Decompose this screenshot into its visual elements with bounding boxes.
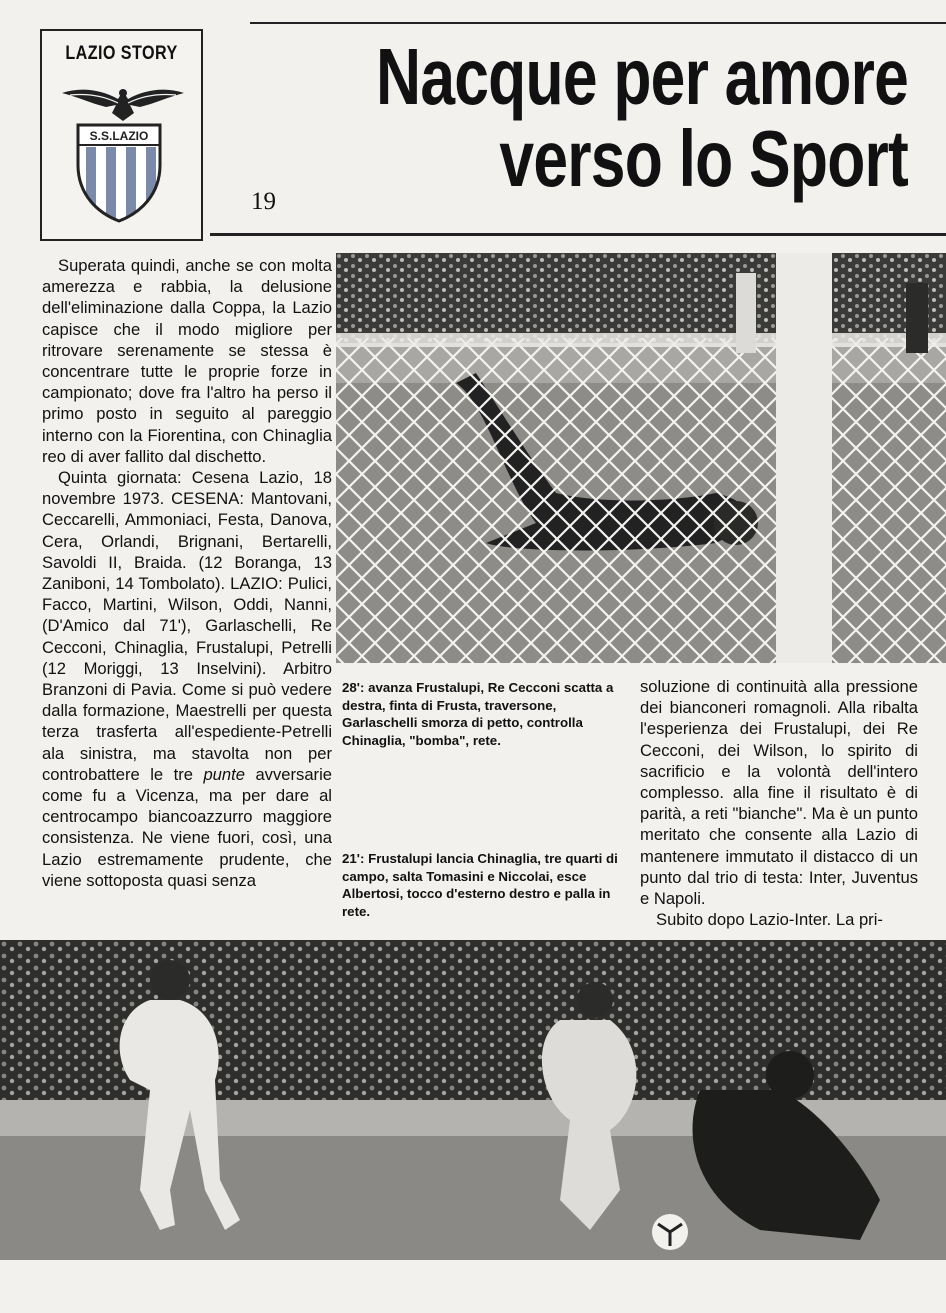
- badge-title: LAZIO STORY: [65, 43, 178, 64]
- article-paragraph: Superata quindi, anche se con molta amerezza e rabbia, la delusione dell'eliminazione dalla Coppa, la Lazio capisce che il modo migliore per ritrovare serenamente se stessa è concentrare tutte le proprie forze in campionato; dove fra l'altro ha perso il primo posto in seguito al pareggio interno con la Fiorentina, con Chinaglia reo di aver fallito dal dischetto.: [42, 256, 332, 466]
- article-column-left: [42, 255, 332, 891]
- photo-caption-top: 28': avanza Frustalupi, Re Cecconi scatta a destra, finta di Frusta, traversone, Garlaschelli smorza di petto, controlla Chinaglia, "bomba", rete.: [342, 680, 614, 748]
- article-column-right: [640, 676, 918, 930]
- goal-photo: [336, 253, 946, 663]
- shield-text: S.S.LAZIO: [89, 129, 149, 143]
- article-paragraph: soluzione di continuità alla pressione dei bianconeri romagnoli. Alla ribalta l'esperienza dei Frustalupi, dei Re Cecconi, dei Wilson, lo spirito di sacrificio e la volontà dell'intero complesso. alla fine il risultato è di parità, a reti "bianche". Ma è un punto meritato che consente alla Lazio di mantenere immutato il distacco di un punto dal trio di testa: Inter, Juventus e Napoli.: [640, 677, 918, 909]
- article-text: Quinta giornata: Cesena Lazio, 18 novembre 1973. CESENA: Mantovani, Ceccarelli, Ammoniaci, Festa, Danova, Cera, Orlandi, Brignani, Bertarelli, Savoldi II, Braida. (12 Boranga, 13 Zaniboni, 14 Tombolato). LAZIO: Pulici, Facco, Martini, Wilson, Oddi, Nanni, (D'Amico dal 71'), Garlaschelli, Re Cecconi, Chinaglia, Frustalupi, Petrelli (12 Moriggi, 13 Inselvini). Arbitro Branzoni di Pavia. Come si può vedere dalla formazione, Maestrelli per questa terza trasferta all'espediente-Petrelli ala sinistra, ma stavolta non per controbattere le tre: [42, 468, 332, 784]
- article-paragraph: Subito dopo Lazio-Inter. La pri-: [656, 910, 883, 930]
- eagle-icon: [60, 83, 186, 123]
- match-action-photo: [0, 940, 946, 1260]
- headline-line-2: verso lo Sport: [499, 114, 908, 203]
- lazio-story-badge: [40, 29, 203, 241]
- headline-line-1: Nacque per amore: [376, 32, 908, 121]
- page-number: 19: [251, 188, 276, 215]
- article-paragraph: [42, 467, 332, 891]
- top-rule: [250, 22, 946, 24]
- header-rule: [210, 233, 946, 236]
- shield-icon: [74, 121, 164, 225]
- article-text: avversarie come fu a Vicenza, ma per dare al centrocampo biancoazzurro maggiore consistenza. Ne viene fuori, così, una Lazio estremamente prudente, che viene sottoposta quasi senza: [42, 764, 332, 890]
- photo-caption-bottom: 21': Frustalupi lancia Chinaglia, tre quarti di campo, salta Tomasini e Niccolai, esce Albertosi, tocco d'esterno destro e palla in rete.: [342, 851, 618, 919]
- article-italic: punte: [203, 764, 245, 784]
